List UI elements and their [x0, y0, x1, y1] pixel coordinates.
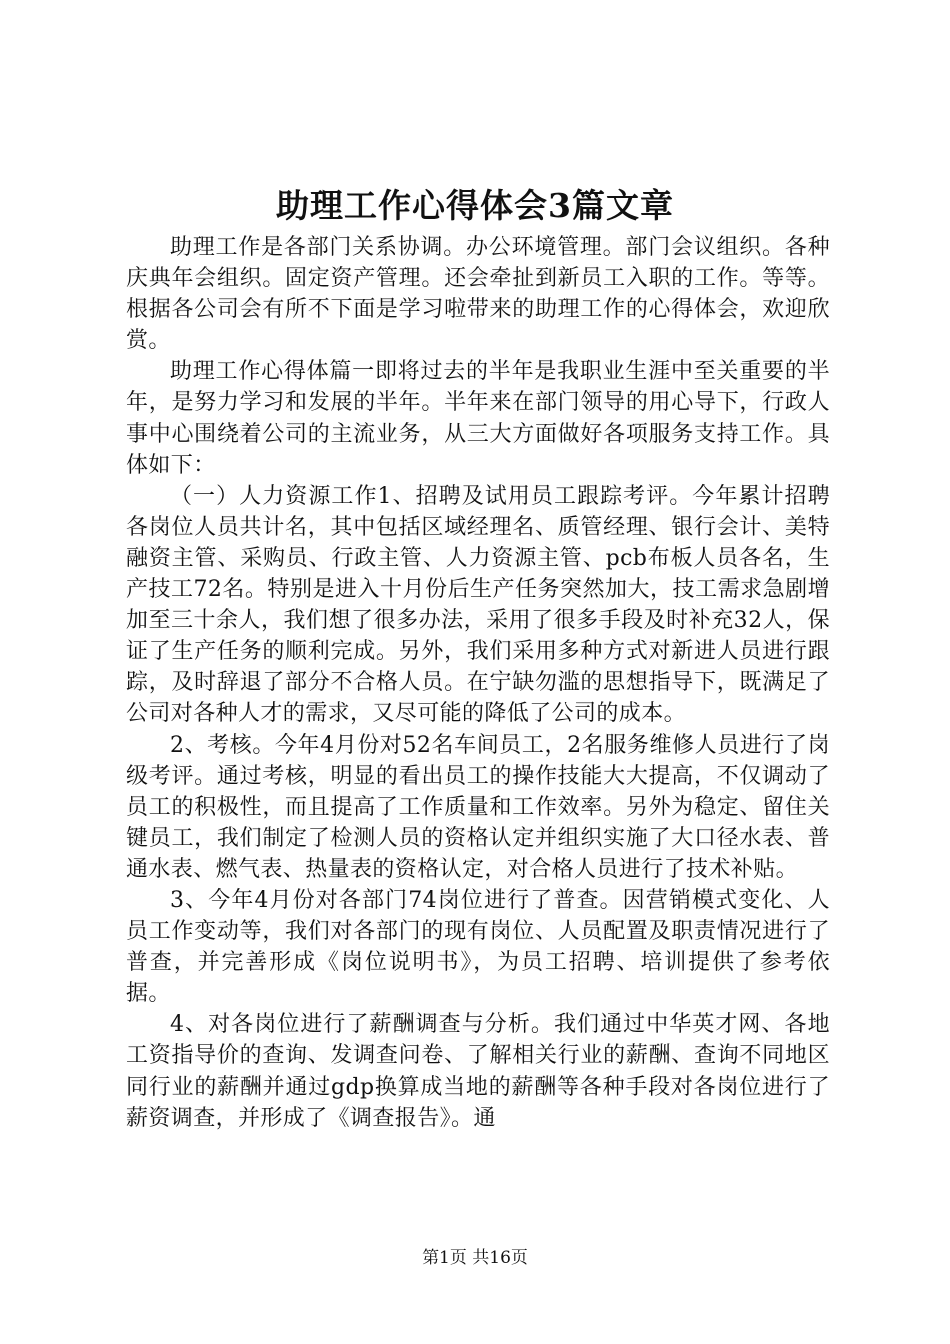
page-footer: 第1页 共16页: [422, 1248, 528, 1268]
paragraph-recruitment: （一）人力资源工作1、招聘及试用员工跟踪考评。今年累计招聘各岗位人员共计名，其中包括区域经理名、质管经理、银行会计、美特融资主管、采购员、行政主管、人力资源主管、pcb布板人员各名，生产技工72名。特别是进入十月份后生产任务突然加大，技工需求急剧增加至三十余人，我们想了很多办法，采用了很多手段及时补充32人，保证了生产任务的顺利完成。另外，我们采用多种方式对新进人员进行跟踪，及时辞退了部分不合格人员。在宁缺勿滥的思想指导下，既满足了公司对各种人才的需求，又尽可能的降低了公司的成本。: [126, 483, 830, 727]
document-body: [126, 232, 830, 1134]
paragraph-salary-survey: 4、对各岗位进行了薪酬调查与分析。我们通过中华英才网、各地工资指导价的查询、发调查问卷、了解相关行业的薪酬、查询不同地区同行业的薪酬并通过gdp换算成当地的薪酬等各种手段对各岗位进行了薪资调查，并形成了《调查报告》。通: [126, 1012, 830, 1131]
paragraph-part-one: 助理工作心得体篇一即将过去的半年是我职业生涯中至关重要的半年，是努力学习和发展的半年。半年来在部门领导的用心导下，行政人事中心围绕着公司的主流业务，从三大方面做好各项服务支持工作。具体如下：: [126, 359, 830, 478]
document-title: 助理工作心得体会3篇文章: [276, 186, 674, 225]
paragraph-assessment: 2、考核。今年4月份对52名车间员工，2名服务维修人员进行了岗级考评。通过考核，明显的看出员工的操作技能大大提高，不仅调动了员工的积极性，而且提高了工作质量和工作效率。另外为稳定、留住关键员工，我们制定了检测人员的资格认定并组织实施了大口径水表、普通水表、燃气表、热量表的资格认定，对合格人员进行了技术补贴。: [126, 732, 830, 882]
paragraph-position-survey: 3、今年4月份对各部门74岗位进行了普查。因营销模式变化、人员工作变动等，我们对各部门的现有岗位、人员配置及职责情况进行了普查，并完善形成《岗位说明书》，为员工招聘、培训提供了参考依据。: [126, 887, 830, 1007]
paragraph-intro: 助理工作是各部门关系协调。办公环境管理。部门会议组织。各种庆典年会组织。固定资产管理。还会牵扯到新员工入职的工作。等等。根据各公司会有所不下面是学习啦带来的助理工作的心得体会，欢迎欣赏。: [126, 235, 830, 354]
